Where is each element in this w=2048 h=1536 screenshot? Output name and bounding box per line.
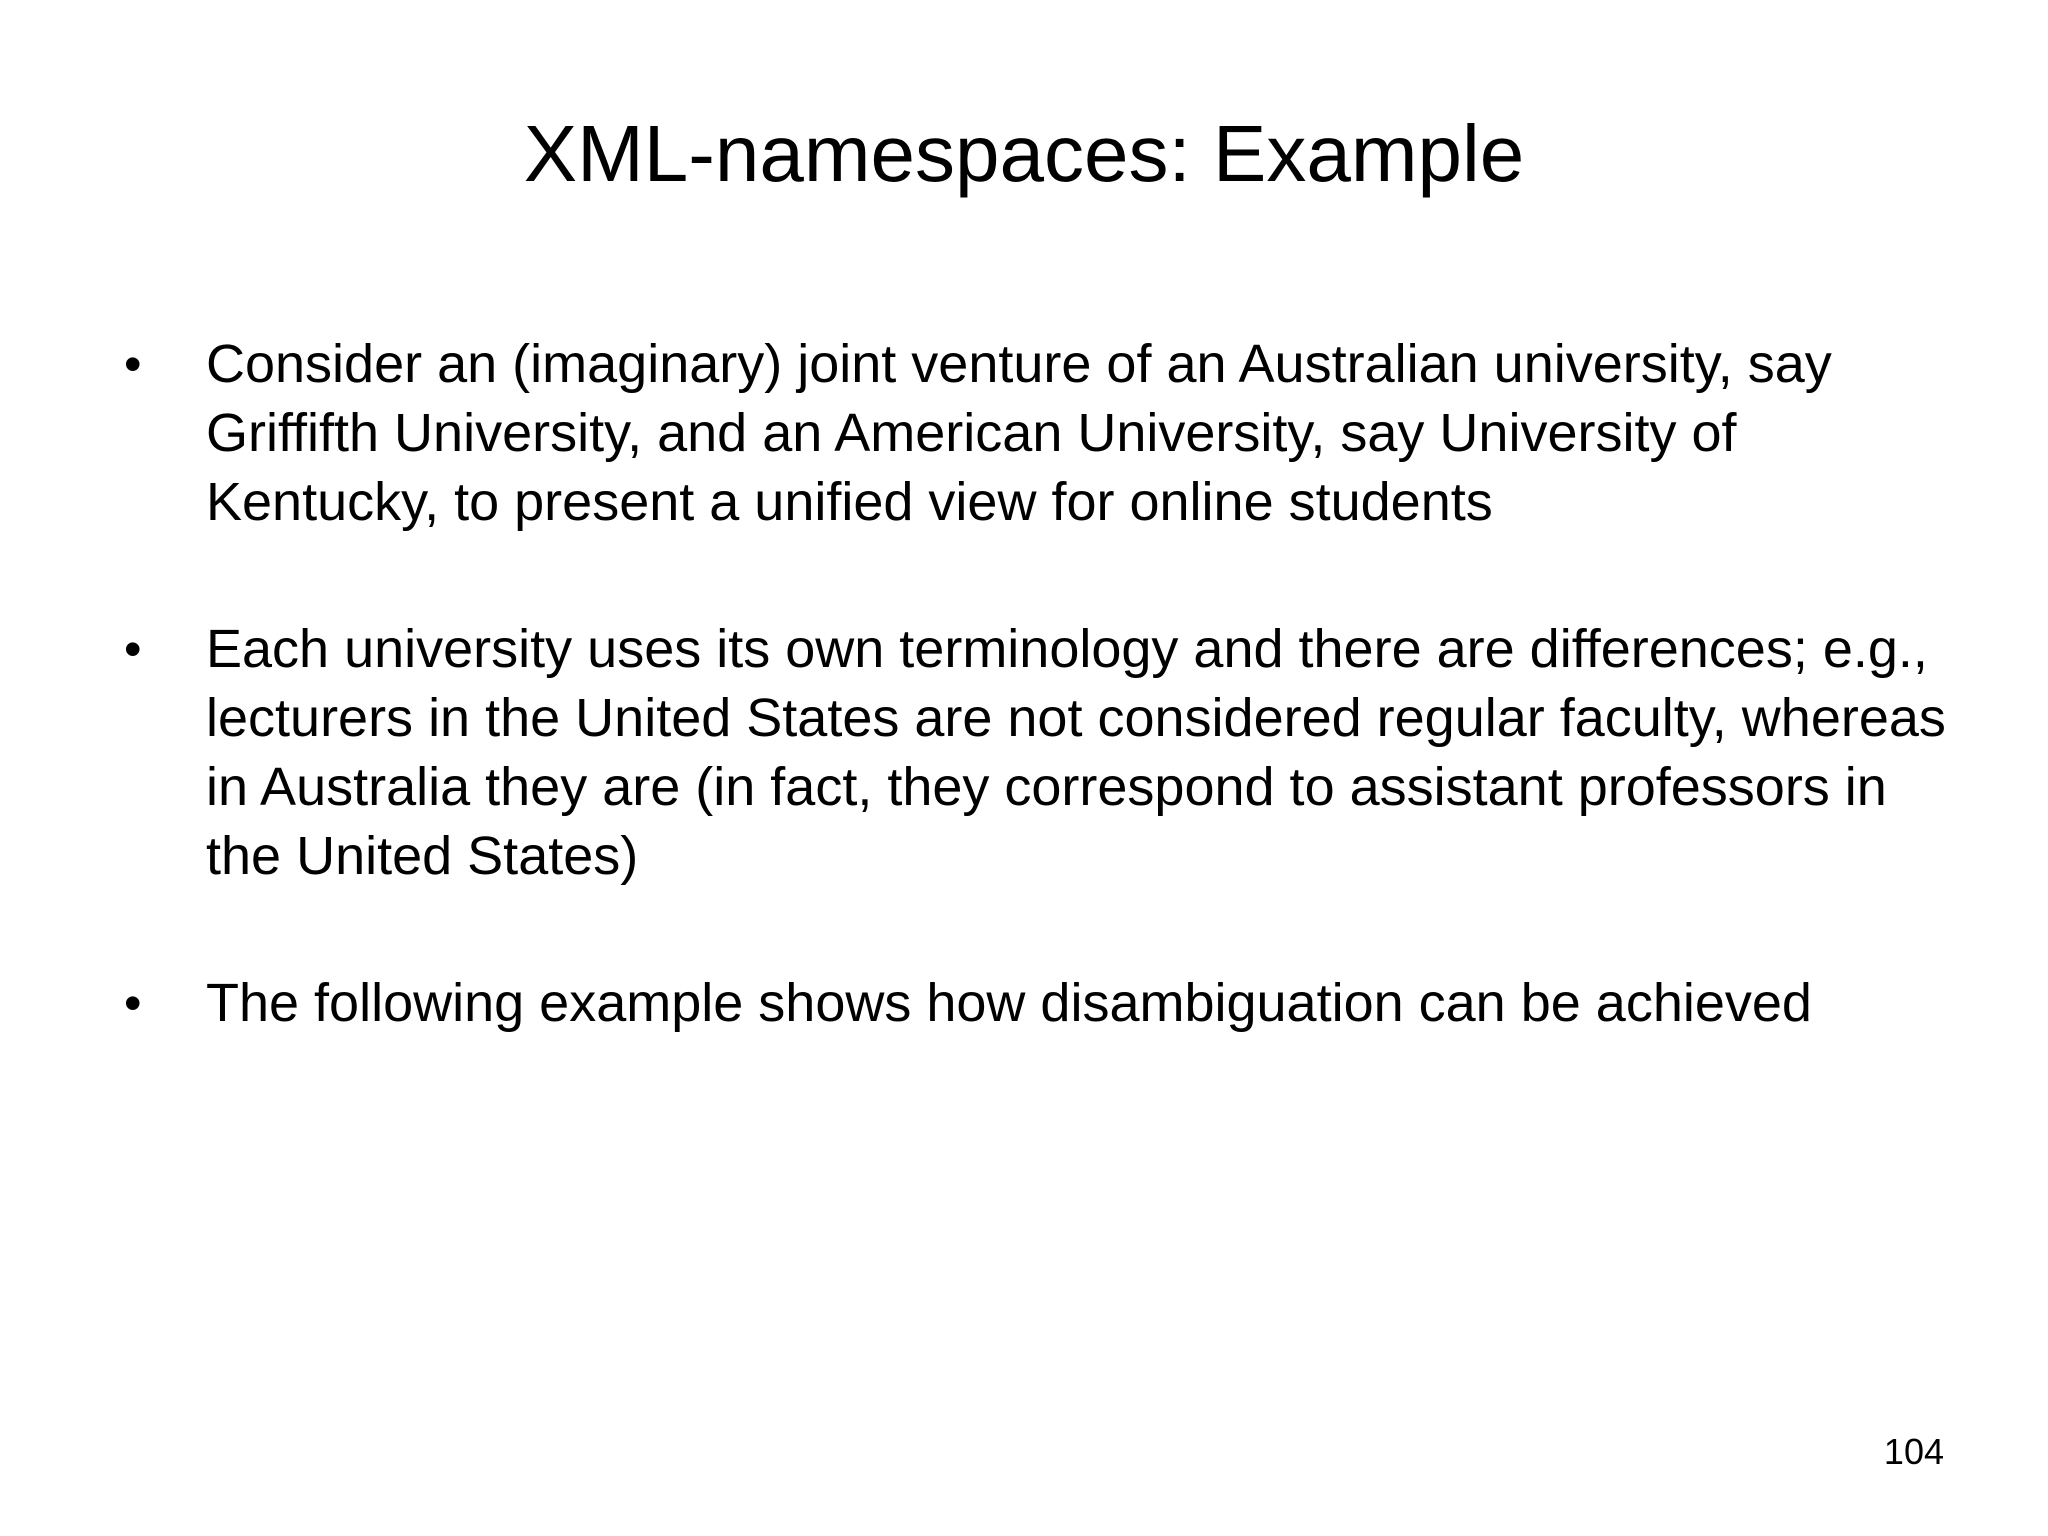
bullet-icon: • xyxy=(124,336,142,392)
bullet-item xyxy=(124,330,1964,537)
bullet-item xyxy=(124,969,1964,1038)
bullet-text: Each university uses its own terminology and there are differences; e.g., lecturers in the United States are not considered regular faculty, whereas in Australia they are (in fact, they correspond to assistant professors in the United States) xyxy=(206,619,1946,886)
bullet-list xyxy=(124,330,1964,1038)
bullet-text: Consider an (imaginary) joint venture of an Australian university, say Griffifth University, and an American University, say University of Kentucky, to present a unified view for online students xyxy=(206,334,1832,532)
bullet-item xyxy=(124,615,1964,891)
bullet-text: The following example shows how disambiguation can be achieved xyxy=(206,973,1812,1033)
bullet-icon: • xyxy=(124,975,142,1031)
page-number: 104 xyxy=(1883,1431,1944,1472)
slide-title: XML-namespaces: Example xyxy=(523,109,1525,198)
bullet-icon: • xyxy=(124,621,142,677)
